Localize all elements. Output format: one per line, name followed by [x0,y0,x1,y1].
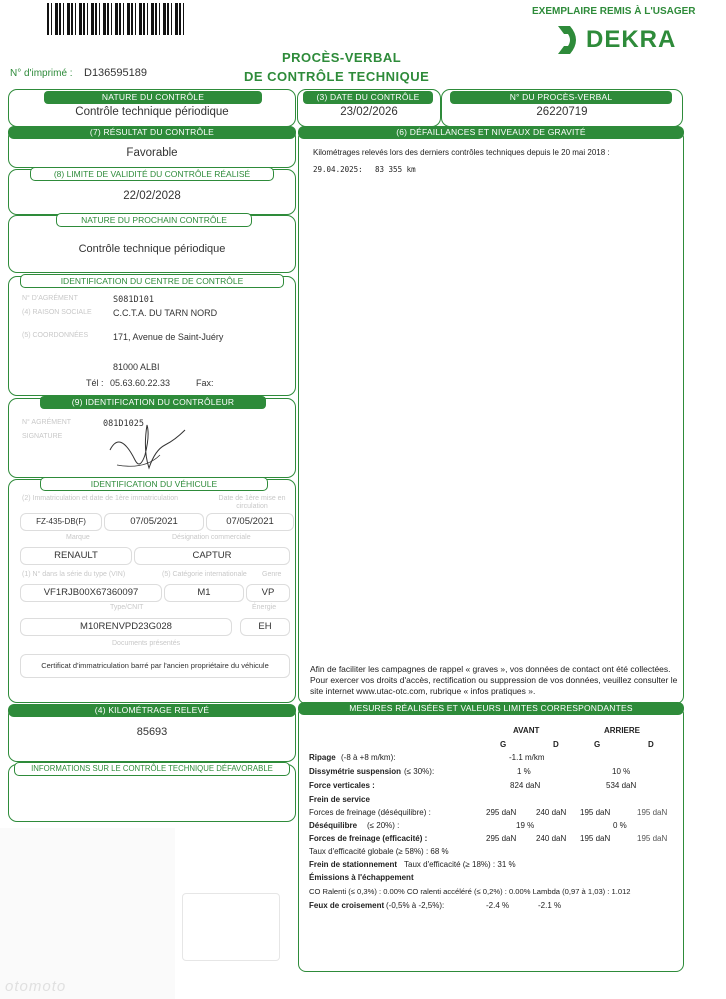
forces-vert-front: 824 daN [510,781,541,790]
history-date: 29.04.2025: [313,165,363,174]
centre-agrement: S081D101 [113,295,154,305]
vehicle-header: IDENTIFICATION DU VÉHICULE [40,477,268,491]
vehicle-first-date: 07/05/2021 [206,513,294,531]
vehicle-brand: RENAULT [20,547,132,565]
taux-global: Taux d'efficacité globale (≥ 58%) : 68 % [309,847,449,856]
centre-label-raison: (4) RAISON SOCIALE [22,309,92,316]
vehicle-plate: FZ-435-DB(F) [20,513,102,531]
frein-stat-label: Frein de stationnement [309,860,398,869]
recall-note: Afin de faciliter les campagnes de rappel « graves », vos données de contact ont été collectées. Pour exercer vos droits d'accès, rectification ou suppression de vos données, veuillez consulter le site internet www.utac-otc.com, rubrique « infos pratiques ». [310,664,678,696]
vehicle-category: M1 [164,584,244,602]
result-header: (7) RÉSULTAT DU CONTRÔLE [8,126,296,139]
col-arriere: ARRIERE [604,726,641,735]
vehicle-immat-date: 07/05/2021 [104,513,204,531]
col-front-g: G [500,740,507,749]
nature-header: NATURE DU CONTRÔLE [44,91,262,104]
feux-label: Feux de croisement [309,901,385,910]
vehicle-document: Certificat d'immatriculation barré par l'ancien propriétaire du véhicule [20,654,290,678]
defects-header: (6) DÉFAILLANCES ET NIVEAUX DE GRAVITÉ [298,126,684,139]
bottom-left-blank [0,828,175,999]
forces-vert-label: Force verticales : [309,781,375,790]
fe-rear-g: 195 daN [580,834,611,843]
vehicle-label-immat: (2) Immatriculation et date de 1ère immatriculation [22,495,179,502]
barcode [47,3,187,35]
vehicle-label-energie: Énergie [252,604,277,611]
dissym-label: Dissymétrie suspension [309,767,402,776]
centre-tel-label: Tél : [86,378,104,388]
col-rear-d: D [648,740,654,749]
centre-label-coord: (5) COORDONNÉES [22,332,89,339]
stamp-area [182,893,280,961]
measures-header: MESURES RÉALISÉES ET VALEURS LIMITES CORRESPONDANTES [298,702,684,715]
title-line1: PROCÈS-VERBAL [282,50,402,65]
frein-service: Frein de service [309,795,370,804]
copy-label: EXEMPLAIRE REMIS À L'USAGER [532,6,696,17]
centre-label-agrement: N° D'AGRÉMENT [22,295,78,302]
fd-rear-d: 195 daN [637,808,668,817]
vehicle-genre: VP [246,584,290,602]
defects-intro: Kilométrages relevés lors des derniers contrôles techniques depuis le 20 mai 2018 : [313,148,610,157]
vehicle-energy: EH [240,618,290,636]
col-front-d: D [553,740,559,749]
fd-front-d: 240 daN [536,808,567,817]
dekra-logo-icon [556,24,584,56]
forces-desequ-label: Forces de freinage (déséquilibre) : [309,808,431,817]
date-value: 23/02/2026 [340,106,398,118]
feux-left: -2.4 % [486,901,510,910]
forces-vert-rear: 534 daN [606,781,637,790]
centre-header: IDENTIFICATION DU CENTRE DE CONTRÔLE [20,274,284,288]
desequ-rear: 0 % [613,821,627,830]
unfavorable-header: INFORMATIONS SUR LE CONTRÔLE TECHNIQUE DÉFAVORABLE [14,762,290,776]
frein-stat-text: Taux d'efficacité (≥ 18%) : 31 % [404,860,516,869]
dissym-rear: 10 % [612,767,631,776]
centre-city: 81000 ALBI [113,362,160,372]
watermark: otomoto [5,978,67,995]
desequ-front: 19 % [516,821,535,830]
vehicle-model: CAPTUR [134,547,290,565]
dissym-front: 1 % [517,767,531,776]
vehicle-label-docs: Documents présentés [112,640,181,647]
controller-label-signature: SIGNATURE [22,433,63,440]
ripage-label: Ripage [309,753,336,762]
next-control-value: Contrôle technique périodique [78,243,226,255]
desequ-label: Déséquilibre [309,821,358,830]
desequ-limit: (≤ 20%) : [367,821,400,830]
brand-name: DEKRA [586,26,677,53]
dissym-limit: (≤ 30%): [404,767,435,776]
vehicle-label-cat: (5) Catégorie internationale [162,571,247,578]
fe-front-d: 240 daN [536,834,567,843]
printed-number: D136595189 [84,67,148,79]
ripage-limit: (-8 à +8 m/km): [341,753,396,762]
vehicle-label-type: Type/CNIT [110,604,144,611]
col-avant: AVANT [513,726,540,735]
mileage-value: 85693 [136,726,168,738]
vehicle-label-first: Date de 1ère mise en circulation [218,495,286,510]
vehicle-vin: VF1RJB00X67360097 [20,584,162,602]
centre-raison: C.C.T.A. DU TARN NORD [113,308,218,318]
pv-header: N° DU PROCÈS-VERBAL [450,91,672,104]
fd-front-g: 295 daN [486,808,517,817]
emissions-label: Émissions à l'échappement [309,873,414,882]
vehicle-label-genre: Genre [262,571,282,578]
validity-value: 22/02/2028 [123,190,181,202]
vehicle-label-designation: Désignation commerciale [172,534,251,541]
controller-header: (9) IDENTIFICATION DU CONTRÔLEUR [40,396,266,409]
date-header: (3) DATE DU CONTRÔLE [303,91,433,104]
defects-box [298,130,684,704]
dekra-logo [556,24,584,61]
result-value: Favorable [126,147,178,159]
centre-fax-label: Fax: [196,378,214,388]
col-rear-g: G [594,740,601,749]
ripage-value: -1.1 m/km [509,753,545,762]
next-control-header: NATURE DU PROCHAIN CONTRÔLE [56,213,252,227]
centre-address: 171, Avenue de Saint-Juéry [113,332,224,342]
vehicle-label-vin: (1) N° dans la série du type (VIN) [22,571,126,578]
nature-value: Contrôle technique périodique [75,106,229,118]
printed-label: N° d'imprimé : [10,68,73,79]
feux-right: -2.1 % [538,901,562,910]
mileage-header: (4) KILOMÉTRAGE RELEVÉ [8,704,296,717]
controller-label-agrement: N° AGRÉMENT [22,419,72,426]
controller-agrement: 081D1025 [103,419,144,429]
validity-header: (8) LIMITE DE VALIDITÉ DU CONTRÔLE RÉALISÉ [30,167,274,181]
co-line: CO Ralenti (≤ 0,3%) : 0.00% CO ralenti accéléré (≤ 0,2%) : 0.00% Lambda (0,97 à 1,03) : 1.012 [309,887,631,896]
vehicle-label-marque: Marque [66,534,90,541]
fe-front-g: 295 daN [486,834,517,843]
signature-image [105,420,195,475]
fe-rear-d: 195 daN [637,834,668,843]
vehicle-type: M10RENVPD23G028 [20,618,232,636]
history-km: 83 355 km [375,165,416,174]
feux-limit: (-0,5% à -2,5%): [386,901,445,910]
fd-rear-g: 195 daN [580,808,611,817]
forces-eff-label: Forces de freinage (efficacité) : [309,834,428,843]
title-line2: DE CONTRÔLE TECHNIQUE [244,69,430,84]
centre-tel: 05.63.60.22.33 [110,378,171,388]
pv-value: 26220719 [536,106,588,118]
